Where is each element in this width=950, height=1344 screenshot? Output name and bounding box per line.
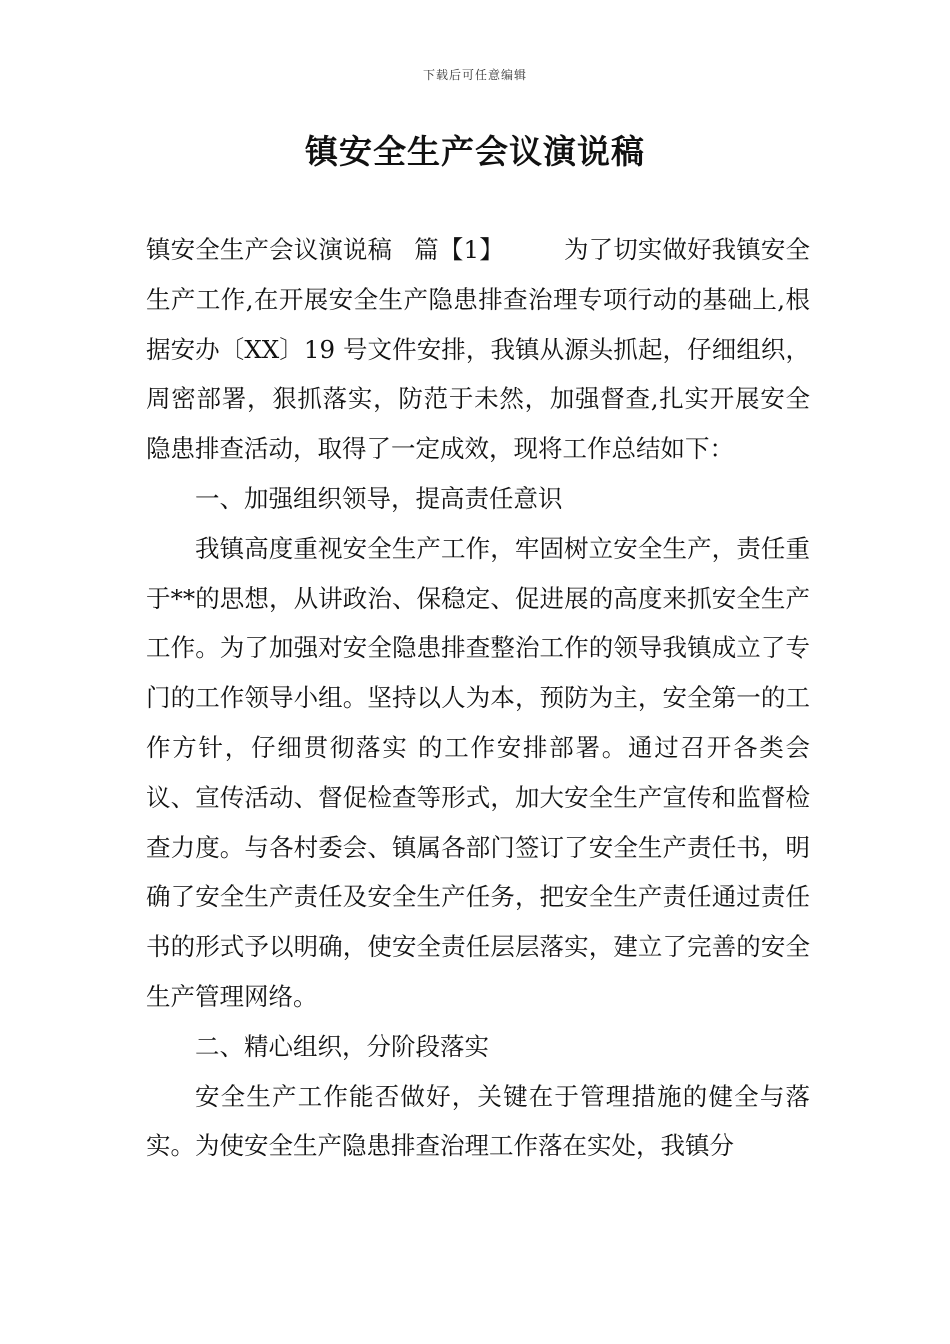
- document-title: 镇安全生产会议演说稿: [305, 132, 645, 171]
- section-paragraph-1: 我镇高度重视安全生产工作，牢固树立安全生产，责任重于**的思想，从讲政治、保稳定、促进展的高度来抓安全生产工作。为了加强对安全隐患排查整治工作的领导我镇成立了专门的工作领导小组。坚持以人为本，预防为主，安全第一的工作方针，仔细贯彻落实 的工作安排部署。通过召开各类会议、宣传活动、督促检查等形式，加大安全生产宣传和监督检查力度。与各村委会、镇属各部门签订了安全生产责任书，明确了安全生产责任及安全生产任务，把安全生产责任通过责任书的形式予以明确，使安全责任层层落实，建立了完善的安全生产管理网络。: [146, 533, 810, 1011]
- intro-label: 镇安全生产会议演说稿: [146, 235, 393, 264]
- section-heading-2: 二、精心组织，分阶段落实: [195, 1031, 489, 1061]
- section-paragraph-2: 安全生产工作能否做好，关键在于管理措施的健全与落实。为使安全生产隐患排查治理工作落在实处，我镇分: [146, 1081, 810, 1161]
- document-body: [146, 225, 810, 1171]
- intro-paragraph: [146, 225, 810, 474]
- intro-text: 为了切实做好我镇安全生产工作,在开展安全生产隐患排查治理专项行动的基础上,根据安办〔XX〕19 号文件安排，我镇从源头抓起，仔细组织，周密部署，狠抓落实，防范于未然，加强督查,扎实开展安全隐患排查活动，取得了一定成效，现将工作总结如下：: [146, 235, 811, 464]
- header-note: 下载后可任意编辑: [422, 68, 527, 82]
- intro-section-label: 篇【1】: [414, 235, 504, 264]
- section-heading-1: 一、加强组织领导，提高责任意识: [195, 483, 563, 513]
